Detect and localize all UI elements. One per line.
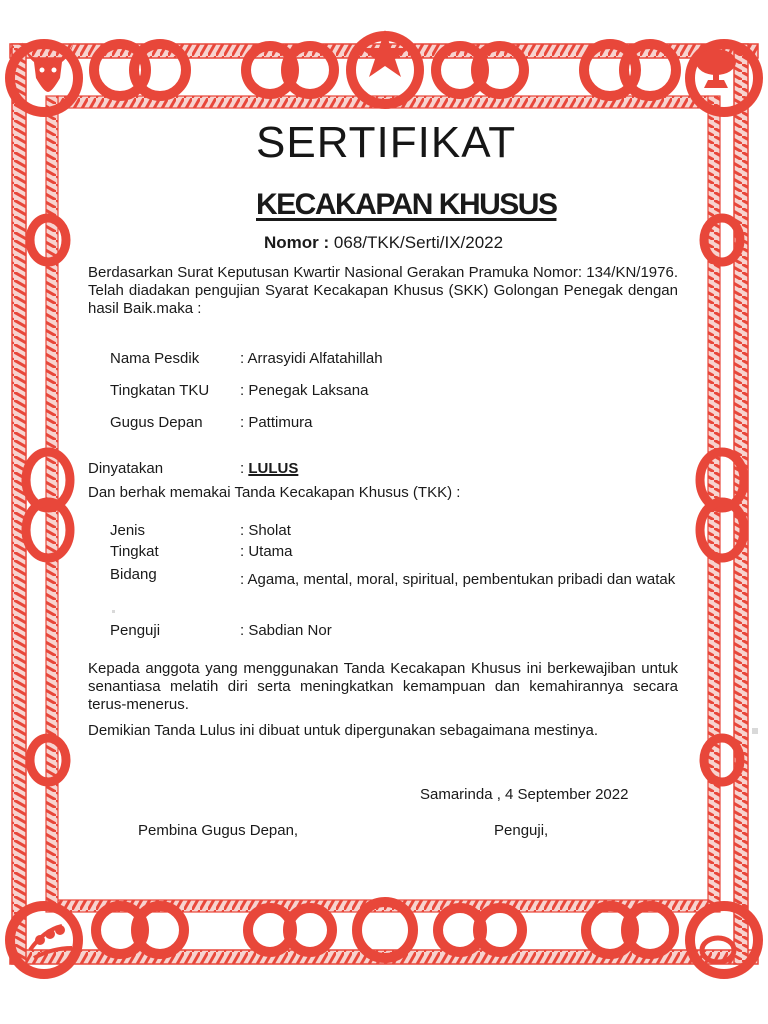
unit-value: : Pattimura bbox=[240, 414, 313, 431]
name-label: Nama Pesdik bbox=[110, 350, 200, 367]
level-label: Tingkatan TKU bbox=[110, 382, 210, 399]
grade-value: : Utama bbox=[240, 543, 293, 560]
entitlement-text: Dan berhak memakai Tanda Kecakapan Khusus (TKK) : bbox=[88, 484, 461, 501]
place-date: Samarinda , 4 September 2022 bbox=[420, 786, 629, 803]
certificate-subtitle: KECAKAPAN KHUSUS bbox=[256, 188, 557, 221]
number-value: 068/TKK/Serti/IX/2022 bbox=[333, 233, 504, 252]
name-value: : Arrasyidi Alfatahillah bbox=[240, 350, 383, 367]
certificate-title: SERTIFIKAT bbox=[256, 118, 517, 167]
left-signer-title: Pembina Gugus Depan, bbox=[138, 822, 299, 839]
declared-label: Dinyatakan bbox=[88, 460, 164, 477]
unit-label: Gugus Depan bbox=[110, 414, 203, 431]
field-value: : Agama, mental, moral, spiritual, pembentukan pribadi dan watak bbox=[240, 571, 676, 588]
obligation-paragraph: Kepada anggota yang menggunakan Tanda Kecakapan Khusus ini berkewajiban untuk senantiasa melatih diri serta meningkatkan kemampuan dan kemahirannya secara terus-menerus. bbox=[88, 660, 678, 713]
scan-speck bbox=[752, 728, 758, 734]
declared-value: LULUS bbox=[248, 460, 299, 477]
right-signer-title: Penguji, bbox=[494, 822, 549, 839]
declared-colon: : bbox=[240, 460, 245, 477]
field-label: Bidang bbox=[110, 566, 157, 583]
declared-result bbox=[240, 460, 298, 477]
scan-speck bbox=[112, 610, 115, 613]
type-label: Jenis bbox=[110, 522, 146, 539]
certificate-number bbox=[264, 233, 503, 253]
examiner-label: Penguji bbox=[110, 622, 161, 639]
closing-paragraph: Demikian Tanda Lulus ini dibuat untuk dipergunakan sebagaimana mestinya. bbox=[88, 722, 599, 739]
type-value: : Sholat bbox=[240, 522, 291, 539]
intro-paragraph: Berdasarkan Surat Keputusan Kwartir Nasional Gerakan Pramuka Nomor: 134/KN/1976. Telah diadakan pengujian Syarat Kecakapan Khusus (SKK) Golongan Penegak dengan hasil Baik.maka : bbox=[88, 264, 678, 317]
examiner-value: : Sabdian Nor bbox=[240, 622, 332, 639]
number-label: Nomor : bbox=[264, 233, 330, 252]
grade-label: Tingkat bbox=[110, 543, 159, 560]
level-value: : Penegak Laksana bbox=[240, 382, 369, 399]
